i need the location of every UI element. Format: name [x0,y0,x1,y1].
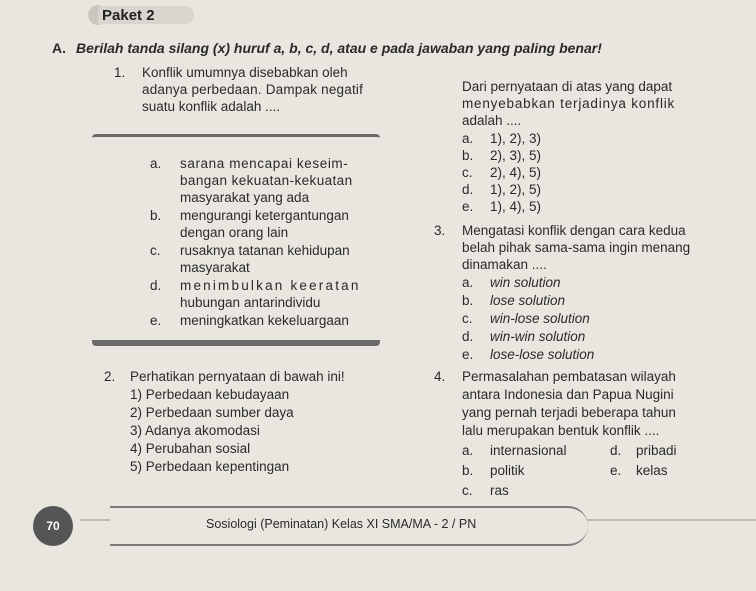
q4-option-c-letter: c. [462,483,473,498]
q2-option-a-text: 1), 2), 3) [490,131,542,146]
q2-item-2: 2) Perbedaan sumber daya [130,405,294,420]
q3-option-e-text: lose-lose solution [490,347,595,362]
q1-option-a-line-1: sarana mencapai keseim- [180,156,349,171]
q2-option-c-letter: c. [462,165,473,180]
q2-number: 2. [104,369,116,384]
q4-option-e-text: kelas [636,463,668,478]
q3-option-b-text: lose solution [490,293,566,308]
q1-option-a-letter: a. [150,156,162,171]
q2-option-b-text: 2), 3), 5) [490,148,542,163]
q3-stem-line-2: belah pihak sama-sama ingin menang [462,240,691,255]
section-instruction [52,40,602,56]
q3-option-a-text: win solution [490,275,561,290]
q1-option-d-letter: d. [150,278,162,293]
page-number: 70 [33,506,73,546]
q3-stem-line-1: Mengatasi konflik dengan cara kedua [462,223,686,238]
q2-option-a-letter: a. [462,131,474,146]
q1-option-b-line-1: mengurangi ketergantungan [180,208,349,223]
q2-item-4: 4) Perubahan sosial [130,441,251,456]
q4-stem-line-3: yang pernah terjadi beberapa tahun [462,405,676,420]
q2-cont-line-1: Dari pernyataan di atas yang dapat [462,79,673,94]
q2-option-c-text: 2), 4), 5) [490,165,542,180]
q2-item-5: 5) Perbedaan kepentingan [130,459,290,474]
q3-number: 3. [434,223,446,238]
q3-option-b-letter: b. [462,293,474,308]
q2-option-e-letter: e. [462,199,474,214]
q1-stem-line-3: suatu konflik adalah .... [142,99,281,114]
package-title: Paket 2 [102,7,155,24]
q4-option-b-letter: b. [462,463,474,478]
q3-option-a-letter: a. [462,275,474,290]
q2-item-1: 1) Perbedaan kebudayaan [130,387,290,402]
q4-stem-line-4: lalu merupakan bentuk konflik .... [462,423,660,438]
q4-option-a-text: internasional [490,443,567,458]
q4-number: 4. [434,369,446,384]
q3-option-e-letter: e. [462,347,474,362]
q4-option-d-text: pribadi [636,443,677,458]
q1-option-a-line-2: bangan kekuatan-kekuatan [180,173,353,188]
q1-option-d-line-2: hubungan antarindividu [180,295,321,310]
q1-stem-line-1: Konflik umumnya disebabkan oleh [142,65,348,80]
q2-item-3: 3) Adanya akomodasi [130,423,260,438]
q1-stem-line-2: adanya perbedaan. Dampak negatif [142,82,364,97]
q1-number: 1. [114,65,126,80]
q1-option-b-letter: b. [150,208,162,223]
q3-option-d-text: win-win solution [490,329,586,344]
q1-option-c-letter: c. [150,243,161,258]
q1-option-d-line-1: menimbulkan keeratan [180,278,361,293]
q4-option-c-text: ras [490,483,509,498]
q2-cont-line-2: menyebabkan terjadinya konflik [462,96,676,111]
q1-option-b-line-2: dengan orang lain [180,225,289,240]
q4-option-d-letter: d. [610,443,622,458]
q4-option-a-letter: a. [462,443,474,458]
q2-option-d-letter: d. [462,182,474,197]
instruction-text: Berilah tanda silang (x) huruf a, b, c, d, atau e pada jawaban yang paling benar! [76,40,602,56]
q4-stem-line-2: antara Indonesia dan Papua Nugini [462,387,674,402]
q3-stem-line-3: dinamakan .... [462,257,547,272]
q2-option-e-text: 1), 4), 5) [490,199,542,214]
q4-option-b-text: politik [490,463,525,478]
q1-option-e-line-1: meningkatkan kekeluargaan [180,313,349,328]
q2-cont-line-3: adalah .... [462,113,522,128]
footer-text: Sosiologi (Peminatan) Kelas XI SMA/MA - 2 / PN [206,517,477,531]
q1-option-c-line-1: rusaknya tatanan kehidupan [180,243,350,258]
q1-option-e-letter: e. [150,313,162,328]
q4-option-e-letter: e. [610,463,622,478]
q3-option-c-letter: c. [462,311,473,326]
q3-option-c-text: win-lose solution [490,311,590,326]
q2-option-d-text: 1), 2), 5) [490,182,542,197]
package-badge [88,4,198,26]
q1-option-a-line-3: masyarakat yang ada [180,190,310,205]
section-letter: A. [52,40,66,56]
q4-stem-line-1: Permasalahan pembatasan wilayah [462,369,676,384]
q2-prompt: Perhatikan pernyataan di bawah ini! [130,369,345,384]
q2-option-b-letter: b. [462,148,474,163]
q3-option-d-letter: d. [462,329,474,344]
q1-option-c-line-2: masyarakat [180,260,250,275]
